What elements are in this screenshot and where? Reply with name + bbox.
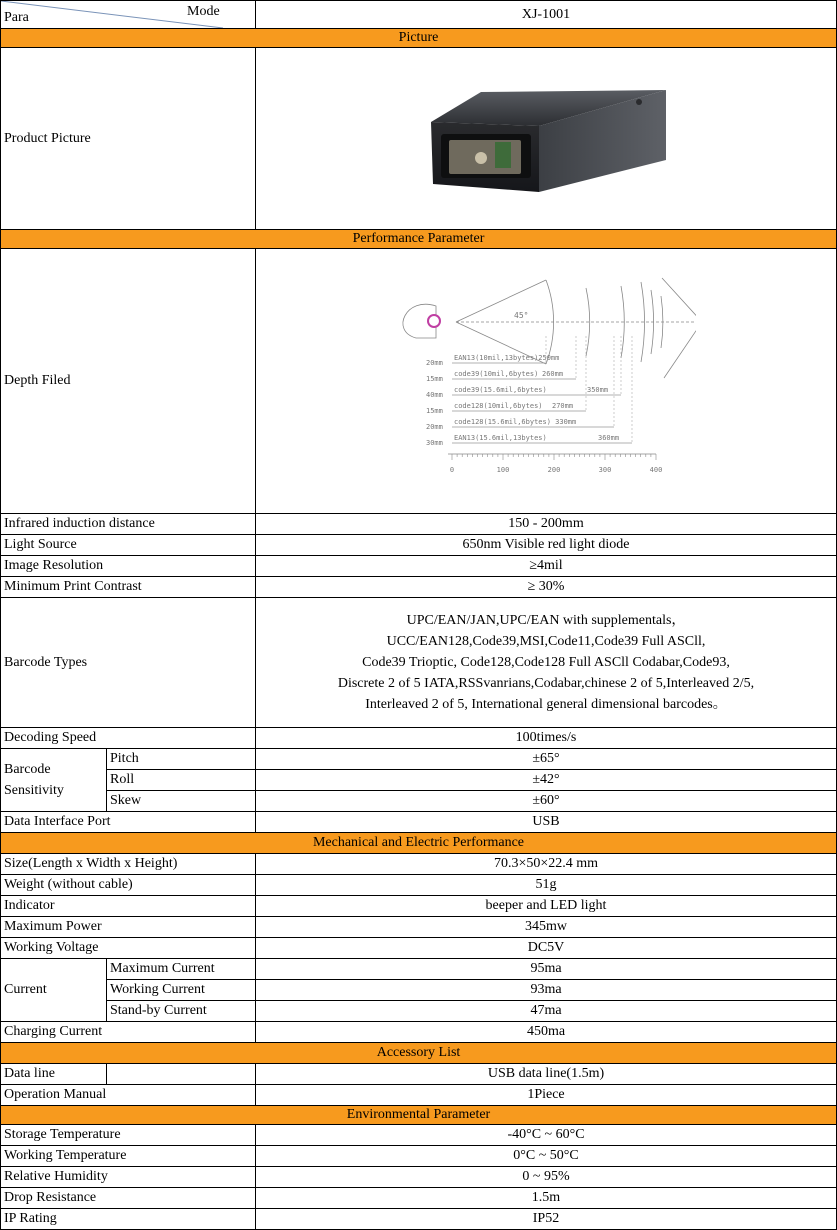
spec-value: 0 ~ 95% xyxy=(256,1167,837,1188)
spec-value: 70.3×50×22.4 mm xyxy=(256,854,837,875)
spec-label: IP Rating xyxy=(1,1209,256,1230)
spec-value: IP52 xyxy=(256,1209,837,1230)
spec-value: 345mw xyxy=(256,917,837,938)
spec-value: 100times/s xyxy=(256,728,837,749)
barcode-line: UPC/EAN/JAN,UPC/EAN with supplementals， xyxy=(406,613,686,628)
depth-label: 20mm xyxy=(426,359,443,367)
sensitivity-label xyxy=(1,749,107,812)
depth-field-diagram xyxy=(396,276,696,486)
spec-value: USB data line(1.5m) xyxy=(256,1064,837,1085)
read-distance-label: 360mm xyxy=(598,434,620,442)
sensitivity-row xyxy=(1,791,837,812)
depth-label: 30mm xyxy=(426,439,443,447)
sensitivity-row xyxy=(1,749,837,770)
barcode-spec-label: EAN13(15.6mil,13bytes) xyxy=(454,434,547,442)
spec-label: Storage Temperature xyxy=(1,1125,256,1146)
spec-value: 650nm Visible red light diode xyxy=(256,535,837,556)
spec-row xyxy=(1,1167,837,1188)
sensitivity-label-line: Sensitivity xyxy=(4,783,64,798)
spec-row xyxy=(1,1064,837,1085)
spec-value: beeper and LED light xyxy=(256,896,837,917)
spec-label: Indicator xyxy=(1,896,256,917)
spec-row xyxy=(1,1085,837,1106)
barcode-spec-label: code128(15.6mil,6bytes) 330mm xyxy=(454,418,577,426)
barcode-line: Interleaved 2 of 5, International general dimensional barcodes。 xyxy=(365,697,727,712)
product-image-cell xyxy=(256,48,837,230)
section-environmental xyxy=(1,1106,837,1125)
depth-label: 40mm xyxy=(426,391,443,399)
depth-rows xyxy=(426,336,632,447)
header-row xyxy=(1,1,837,29)
depth-label: 20mm xyxy=(426,423,443,431)
spec-label: Maximum Power xyxy=(1,917,256,938)
spec-value: ≥4mil xyxy=(256,556,837,577)
current-row xyxy=(1,959,837,980)
spec-value: ±42° xyxy=(256,770,837,791)
section-performance xyxy=(1,230,837,249)
depth-label: 15mm xyxy=(426,407,443,415)
spec-value: ±65° xyxy=(256,749,837,770)
axis-tick-label: 300 xyxy=(598,466,612,474)
spec-label: Minimum Print Contrast xyxy=(1,577,256,598)
spec-label: Charging Current xyxy=(1,1022,256,1043)
spec-label: Data line xyxy=(1,1064,107,1085)
depth-label: 15mm xyxy=(426,375,443,383)
spec-label: Size(Length x Width x Height) xyxy=(1,854,256,875)
spec-value: 150 - 200mm xyxy=(256,514,837,535)
spec-row xyxy=(1,1209,837,1230)
sub-label: Working Current xyxy=(107,980,256,1001)
spec-label: Infrared induction distance xyxy=(1,514,256,535)
spec-value: 51g xyxy=(256,875,837,896)
spec-row xyxy=(1,728,837,749)
section-title: Performance Parameter xyxy=(1,230,837,249)
section-accessory xyxy=(1,1043,837,1064)
depth-diagram-cell xyxy=(256,249,837,514)
spec-value: 93ma xyxy=(256,980,837,1001)
barcode-spec-label: code39(15.6mil,6bytes) xyxy=(454,386,547,394)
product-picture-row xyxy=(1,48,837,230)
spec-label: Data Interface Port xyxy=(1,812,256,833)
spec-row xyxy=(1,938,837,959)
axis-tick-label: 200 xyxy=(547,466,561,474)
section-picture xyxy=(1,29,837,48)
spec-row xyxy=(1,875,837,896)
sub-label: Stand-by Current xyxy=(107,1001,256,1022)
barcode-line: Discrete 2 of 5 IATA,RSSvanrians,Codabar,chinese 2 of 5,Interleaved 2/5, xyxy=(337,676,755,691)
sub-label: Roll xyxy=(107,770,256,791)
spec-value: USB xyxy=(256,812,837,833)
spec-row xyxy=(1,577,837,598)
model-name: XJ-1001 xyxy=(256,1,837,29)
axis-tick-label: 400 xyxy=(649,466,663,474)
read-distance-label: 260mm xyxy=(542,370,564,378)
spec-label: Weight (without cable) xyxy=(1,875,256,896)
spec-label: Operation Manual xyxy=(1,1085,256,1106)
section-title: Picture xyxy=(1,29,837,48)
read-distance-label: 350mm xyxy=(587,386,609,394)
section-mechanical xyxy=(1,833,837,854)
sensitivity-label-line: Barcode xyxy=(4,762,51,777)
spec-label: Decoding Speed xyxy=(1,728,256,749)
spec-value: ±60° xyxy=(256,791,837,812)
para-label: Para xyxy=(4,10,29,25)
sub-label: Maximum Current xyxy=(107,959,256,980)
current-row xyxy=(1,1001,837,1022)
current-row xyxy=(1,980,837,1001)
axis-tick-label: 100 xyxy=(496,466,510,474)
spec-value: 1.5m xyxy=(256,1188,837,1209)
header-corner-cell xyxy=(1,1,256,29)
spec-label: Light Source xyxy=(1,535,256,556)
spec-label: Relative Humidity xyxy=(1,1167,256,1188)
spec-label: Barcode Types xyxy=(1,598,256,728)
spec-row xyxy=(1,1188,837,1209)
section-title: Environmental Parameter xyxy=(1,1106,837,1125)
spec-value: 1Piece xyxy=(256,1085,837,1106)
spec-value: -40°C ~ 60°C xyxy=(256,1125,837,1146)
read-distance-label: 270mm xyxy=(552,402,574,410)
barcode-spec-label: code39(10mil,6bytes) xyxy=(454,370,539,378)
mode-label: Mode xyxy=(187,4,220,19)
spec-row xyxy=(1,1022,837,1043)
section-title: Accessory List xyxy=(1,1043,837,1064)
scan-angle-label: 45° xyxy=(514,311,529,320)
barcode-spec-label: EAN13(10mil,13bytes)250mm xyxy=(454,354,560,362)
spec-row xyxy=(1,1125,837,1146)
spec-row xyxy=(1,896,837,917)
spec-value: DC5V xyxy=(256,938,837,959)
spec-row xyxy=(1,556,837,577)
row-label: Depth Filed xyxy=(1,249,256,514)
barcode-line: Code39 Trioptic, Code128,Code128 Full ASCll Codabar,Code93, xyxy=(362,655,730,670)
barcode-types-list xyxy=(256,598,837,728)
spec-label: Image Resolution xyxy=(1,556,256,577)
spec-value: 47ma xyxy=(256,1001,837,1022)
spec-row xyxy=(1,812,837,833)
barcode-line: UCC/EAN128,Code39,MSI,Code11,Code39 Full ASCll, xyxy=(386,634,706,649)
spec-row xyxy=(1,917,837,938)
barcode-spec-label: code128(10mil,6bytes) xyxy=(454,402,543,410)
spec-value: 450ma xyxy=(256,1022,837,1043)
current-label: Current xyxy=(1,959,107,1022)
depth-field-row xyxy=(1,249,837,514)
spec-value: 0°C ~ 50°C xyxy=(256,1146,837,1167)
spec-row xyxy=(1,854,837,875)
spec-row xyxy=(1,1146,837,1167)
spec-label: Working Voltage xyxy=(1,938,256,959)
axis-tick-label: 0 xyxy=(449,466,455,474)
spec-label: Working Temperature xyxy=(1,1146,256,1167)
section-title: Mechanical and Electric Performance xyxy=(1,833,837,854)
sensitivity-row xyxy=(1,770,837,791)
row-label: Product Picture xyxy=(1,48,256,230)
sub-label: Skew xyxy=(107,791,256,812)
product-image xyxy=(421,84,671,194)
spec-row xyxy=(1,535,837,556)
spec-row xyxy=(1,514,837,535)
barcode-types-row xyxy=(1,598,837,728)
spec-value: 95ma xyxy=(256,959,837,980)
spec-label: Drop Resistance xyxy=(1,1188,256,1209)
empty-cell xyxy=(107,1064,256,1085)
sub-label: Pitch xyxy=(107,749,256,770)
spec-value: ≥ 30% xyxy=(256,577,837,598)
distance-axis xyxy=(450,466,662,474)
